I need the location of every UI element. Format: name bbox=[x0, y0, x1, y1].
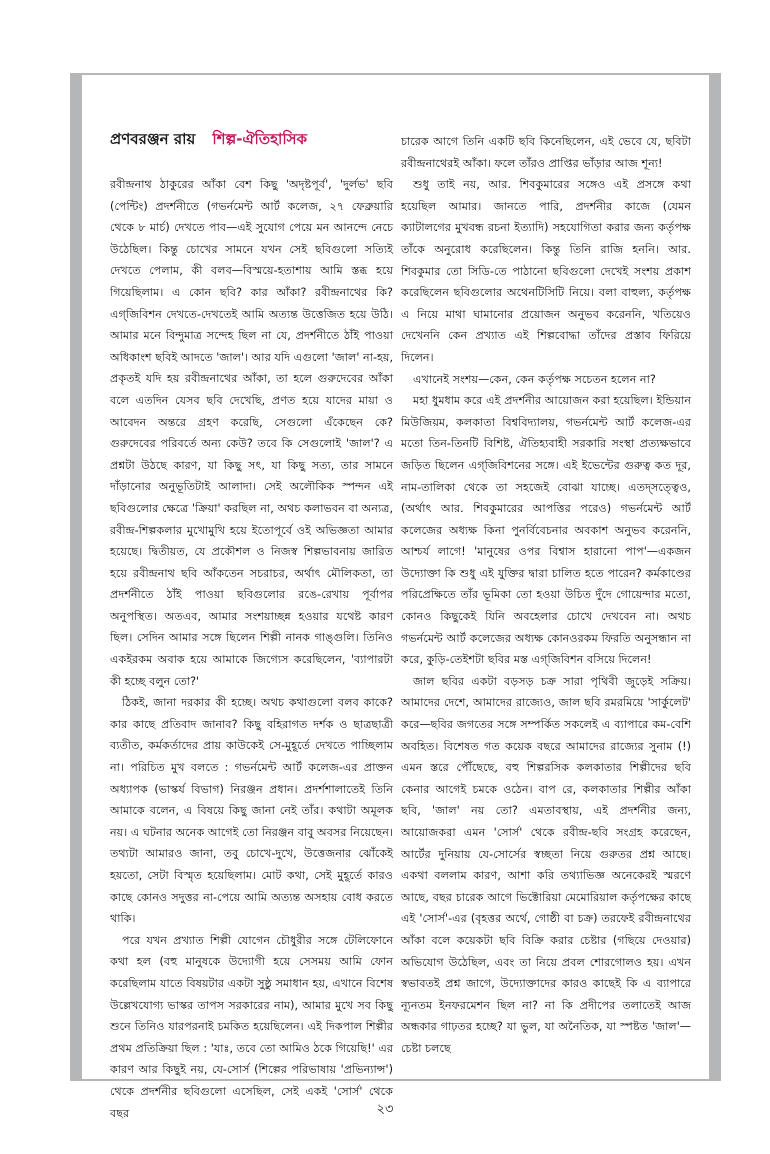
author-name: প্রণবরঞ্জন রায় bbox=[110, 130, 196, 148]
left-column bbox=[110, 174, 393, 1124]
paragraph: জাল ছবির একটা বড়সড় চক্র সারা পৃথিবী জুড়েই সক্রিয়। আমাদের দেশে, আমাদের রাজ্যেও, জাল ছবি রমরমিয়ে 'সার্কুলেট' করে—ছবির জগতের সঙ্গে সম্পর্কিত সকলেই এ ব্যাপারে কম-বেশি অবহিত। বিশেষত গত কয়েক বছরে আমাদের রাজ্যের সুনাম (!) এমন স্তরে পৌঁছেছে, বহু শিল্পরসিক কলকাতার শিল্পীদের ছবি কেনার আগেই চমকে ওঠেন। বাপ রে, কলকাতার শিল্পীর আঁকা ছবি, 'জাল' নয় তো? এমতাবস্থায়, এই প্রদর্শনীর জন্য, আয়োজকরা এমন 'সোর্স' থেকে রবীন্দ্র-ছবি সংগ্রহ করেছেন, আর্টের দুনিয়ায় যে-সোর্সের স্বচ্ছতা নিয়ে গুরুতর প্রশ্ন আছে। একথা বললাম কারণ, আশা করি তথ্যাভিজ্ঞ অনেকেরই স্মরণে আছে, বছর চারেক আগে ভিক্টোরিয়া মেমোরিয়াল কর্তৃপক্ষের কাছে এই 'সোর্স'-এর (বৃহত্তর অর্থে, গোষ্ঠী বা চক্র) তরফেই রবীন্দ্রনাথের আঁকা বলে কয়েকটা ছবি বিক্রি করার চেষ্টার (গছিয়ে দেওয়ার) অভিযোগ উঠেছিল, এবং তা নিয়ে প্রবল শোরগোলও হয়। এখন স্বভাবতই প্রশ্ন জাগে, উদ্যোক্তাদের কারও কাছেই কি এ ব্যাপারে ন্যূনতম ইনফরমেশন ছিল না? না কি প্রদীপের তলাতেই আজ অন্ধকার গাঢ়তর হচ্ছে? যা ভুল, যা অনৈতিক, যা স্পষ্টত 'জাল'—চেষ্টা চলছে bbox=[401, 674, 691, 1055]
paragraph: এখানেই সংশয়—কেন, কেন কর্তৃপক্ষ সচেতন হলেন না? bbox=[413, 372, 656, 386]
article-header bbox=[110, 128, 307, 156]
paragraph: শুধু তাই নয়, আর. শিবকুমারের সঙ্গেও এই প্রসঙ্গে কথা হয়েছিল আমার। জানতে পারি, প্রদর্শনীর কাজে (যেমন ক্যাটালগের মুখবন্ধ রচনা ইত্যাদি) সহযোগিতা করার জন্য কর্তৃপক্ষ তাঁকে অনুরোধ করেছিলেন। কিন্তু তিনি রাজি হননি। আর. শিবকুমার তো সিডি-তে পাঠানো ছবিগুলো দেখেই সংশয় প্রকাশ করেছিলেন ছবিগুলোর অথেনটিসিটি নিয়ে। বলা বাহুল্য, কর্তৃপক্ষ এ নিয়ে মাথা ঘামানোর প্রয়োজন অনুভব করেননি, খতিয়েও দেখেননি কেন প্রখ্যাত এই শিল্পবোদ্ধা তাঁদের প্রস্তাব ফিরিয়ে দিলেন। bbox=[401, 178, 691, 364]
paragraph: ঠিকই, জানা দরকার কী হচ্ছে। অথচ কথাগুলো বলব কাকে? কার কাছে প্রতিবাদ জানাব? কিছু বহিরাগত দর্শক ও ছাত্রছাত্রী ব্যতীত, কর্মকর্তাদের প্রায় কাউকেই সে-মুহূর্তে দেখতে পাচ্ছিলাম না। পরিচিত মুখ বলতে : গভর্নমেন্ট আর্ট কলেজ-এর প্রাক্তন অধ্যাপক (ভাস্কর্য বিভাগ) নিরঞ্জন প্রধান। প্রদর্শশালাতেই তিনি আমাকে বলেন, এ বিষয়ে কিছু জানা নেই তাঁর। কথাটা অমূলক নয়। এ ঘটনার অনেক আগেই তো নিরঞ্জন বাবু অবসর নিয়েছেন। তথ্যটা আমারও জানা, তবু চোখে-দুখে, উত্তেজনার ঝোঁকেই হয়তো, সেটা বিস্মৃত হয়েছিলাম। মোট কথা, সেই মুহূর্তে কারও কাছে কোনও সদুত্তর না-পেয়ে আমি অত্যন্ত অসহায় বোধ করতে থাকি। bbox=[110, 696, 393, 926]
paragraph: চারেক আগে তিনি একটি ছবি কিনেছিলেন, এই ভেবে যে, ছবিটা রবীন্দ্রনাথেরই আঁকা। ফলে তাঁরও প্রাপ্তির ভাঁড়ার আজ শূন্য! bbox=[401, 135, 691, 170]
right-column bbox=[401, 131, 691, 1060]
paragraph: রবীন্দ্রনাথ ঠাকুরের আঁকা বেশ কিছু 'অদৃষ্টপূর্ব', 'দুর্লভ' ছবি (পেন্টিং) প্রদর্শনীতে (গভর্নমেন্ট আর্ট কলেজ, ২৭ ফেব্রুয়ারি থেকে ৮ মার্চ) দেখতে পাব—এই সুযোগ পেয়ে মন আনন্দে নেচে উঠেছিল। কিন্তু চোখের সামনে যখন সেই ছবিগুলো সত্যিই দেখতে পেলাম, কী বলব—বিস্ময়ে-হতাশায় আমি স্তব্ধ হয়ে গিয়েছিলাম। এ কোন ছবি? কার আঁকা? রবীন্দ্রনাথের কি? এগ্‌জিবিশন দেখতে-দেখতেই আমি অত্যন্ত উত্তেজিত হয়ে উঠি। আমার মনে বিন্দুমাত্র সন্দেহ ছিল না যে, প্রদর্শনীতে ঠাঁই পাওয়া অধিকাংশ ছবিই আদতে 'জাল'। আর যদি এগুলো 'জাল' না-হয়, প্রকৃতই যদি হয় রবীন্দ্রনাথের আঁকা, তা হলে গুরুদেবের আঁকা বলে এতদিন যেসব ছবি দেখেছি, প্রণত হয়ে যাদের মায়া ও আবেদন অন্তরে গ্রহণ করেছি, সেগুলো এঁকেছেন কে? গুরুদেবের পরিবর্তে অন্য কেউ? তবে কি সেগুলোই 'জাল'? এ প্রশ্নটা উঠছে কারণ, যা কিছু সৎ, যা কিছু সত্য, তার সামনে দাঁড়ানোর অনুভূতিটাই আলাদা। সেই অলৌকিক স্পন্দন এই ছবিগুলোর ক্ষেত্রে 'ক্রিয়া' করছিল না, অথচ কলাভবন বা অন্যত্র, রবীন্দ্র-শিল্পকলার মুখোমুখি হয়ে ইতোপূর্বে ওই অভিজ্ঞতা আমার হয়েছে। দ্বিতীয়ত, যে প্রকৌশল ও নিজস্ব শিল্পভাবনায় জারিত হয়ে রবীন্দ্রনাথ ছবি আঁকতেন সচরাচর, অর্থাৎ মৌলিকতা, তা প্রদর্শনীতে ঠাঁই পাওয়া ছবিগুলোর রঙে-রেখায় পূর্বাপর অনুপস্থিত। অতএব, আমার সংশয়াচ্ছন্ন হওয়ার যথেষ্ট কারণ ছিল। সেদিন আমার সঙ্গে ছিলেন শিল্পী নানক গাঙ্গুলি। তিনিও একইরকম অবাক হয়ে আমাকে জিগ্যেস করেছিলেন, 'ব্যাপারটা কী হচ্ছে বলুন তো?' bbox=[110, 178, 393, 688]
paragraph: মহা ধুমধাম করে এই প্রদর্শনীর আয়োজন করা হয়েছিল। ইন্ডিয়ান মিউজিয়ম, কলকাতা বিশ্ববিদ্যালয়, গভর্নমেন্ট আর্ট কলেজ-এর মতো তিন-তিনটি বিশিষ্ট, ঐতিহ্যবাহী সরকারি সংস্থা প্রত্যক্ষভাবে জড়িত ছিলেন এগ্‌জিবিশনের সঙ্গে। এই ইভেন্টের গুরুত্ব কত দূর, নাম-তালিকা থেকে তা সহজেই বোঝা যাচ্ছে। এতদ্‌সত্ত্বেও, (অর্থাৎ আর. শিবকুমারের আপত্তির পরেও) গভর্নমেন্ট আর্ট কলেজের অধ্যক্ষ কিনা পুনর্বিবেচনার অবকাশ অনুভব করেননি, আশ্চর্য লাগে! 'মানুষের ওপর বিশ্বাস হারানো পাপ'—একজন উদ্যোক্তা কি শুধু এই যুক্তির দ্বারা চালিত হতে পারেন? কর্মকাণ্ডের পরিপ্রেক্ষিতে তাঁর ভূমিকা তো হওয়া উচিত দুঁদে গোয়েন্দার মতো, কোনও কিছুকেই যিনি অবহেলার চোখে দেখবেন না। অথচ গভর্নমেন্ট আর্ট কলেজের অধ্যক্ষ কোনওরকম ফিরতি অনুসন্ধান না করে, কুড়ি-তেইশটা ছবির মস্ত এগ্‌জিবিশন বসিয়ে দিলেন! bbox=[401, 394, 691, 667]
paragraph: পরে যখন প্রখ্যাত শিল্পী যোগেন চৌধুরীর সঙ্গে টেলিফোনে কথা হল (বহু মানুষকে উদ্যোগী হয়ে সেসময় আমি ফোন করেছিলাম যাতে বিষয়টার একটা সুষ্ঠু সমাধান হয়, এখানে বিশেষ উল্লেখযোগ্য ভাস্কর তাপস সরকারের নাম), আমার মুখে সব কিছু শুনে তিনিও যারপরনাই চমকিত হয়েছিলেন। এই দিকপাল শিল্পীর প্রথম প্রতিক্রিয়া ছিল : 'যাঃ, তবে তো আমিও ঠকে গিয়েছি!' এর কারণ আর কিছুই নয়, যে-সোর্স (শিল্পের পরিভাষায় 'প্রভিন্যান্স') থেকে প্রদর্শনীর ছবিগুলো এসেছিল, সেই একই 'সোর্স' থেকে বছর bbox=[110, 933, 393, 1120]
page-number: ২৩ bbox=[376, 1102, 394, 1117]
author-role: শিল্প-ঐতিহাসিক bbox=[212, 130, 308, 148]
